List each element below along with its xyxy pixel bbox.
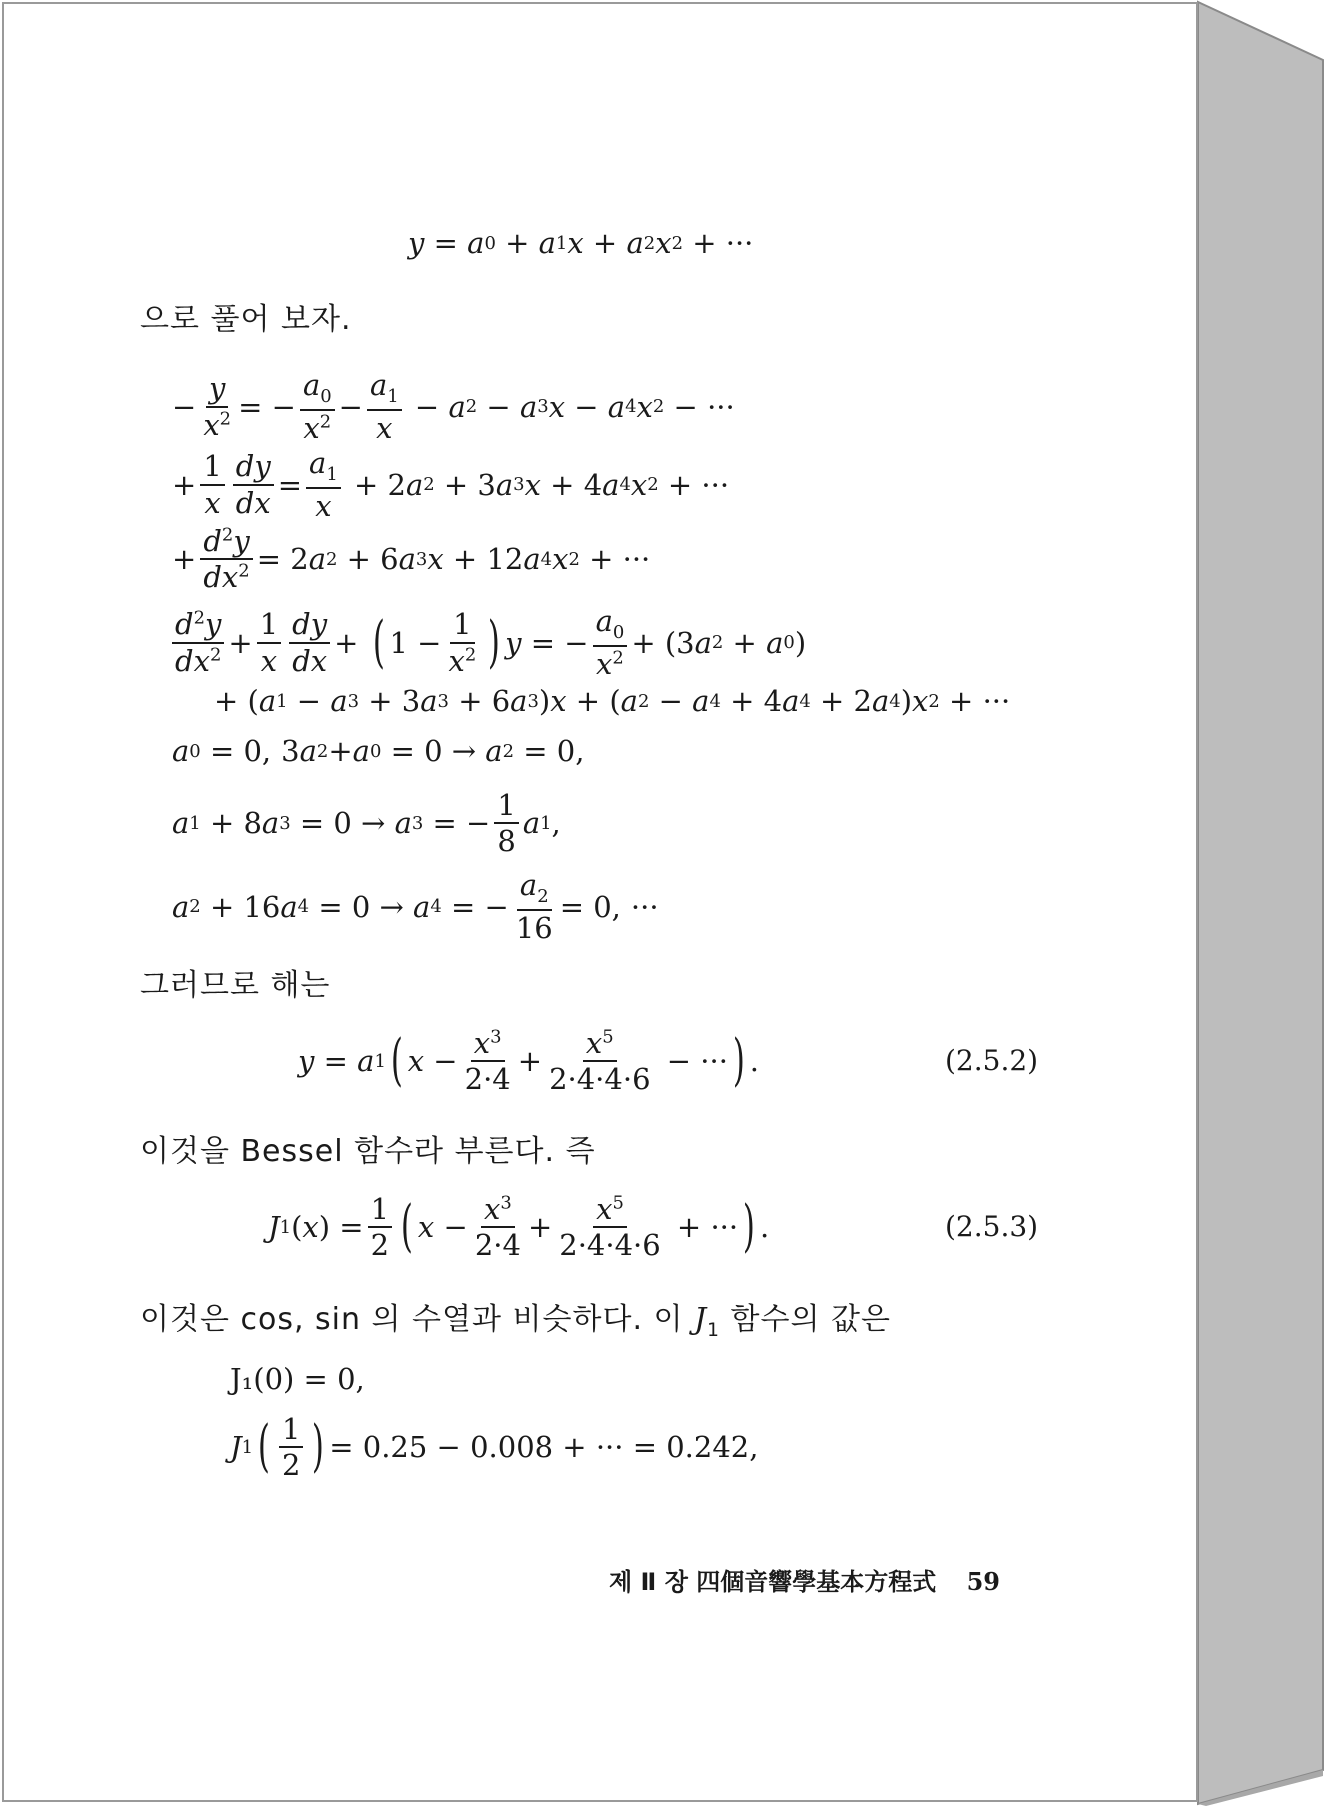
equation-term1: − $\frac{y}{x^2}$ = − $\frac{a_0}{x^2}$ − $\frac{a_1}{x}$ − a 2 − a 3 x − a 4 x 2 − ··· xyxy=(172,368,735,445)
value-j1-zero: J₁(0) = 0, xyxy=(230,1362,365,1396)
text-similar-tail: 함수의 값은 xyxy=(730,1302,891,1337)
text-similar: 이것은 cos, sin 의 수열과 비슷하다. 이 $J_1$ 함수의 값은 xyxy=(140,1302,891,1341)
equation-label-252: (2.5.2) xyxy=(945,1044,1039,1077)
page-number: 59 xyxy=(966,1567,1001,1596)
coefficient-a3: a 1 + 8 a 3 = 0 → a 3 = − $\frac{1}{8}$ a 1 , xyxy=(172,788,561,859)
text-solve: 으로 풀어 보자. xyxy=(140,302,352,337)
text-bessel: 이것을 Bessel 함수라 부른다. 즉 xyxy=(140,1134,596,1169)
equation-sum-cont: + ( a 1 − a 3 + 3 a 3 + 6 a 3 ) x + ( a 2 − a 4 + 4 a 4 + 2 a 4 ) x 2 + ··· xyxy=(214,684,1011,718)
equation-252: y = a 1 ( x − $\frac{x^3}{2\cdot 4}$ + $\frac{x^5}{2\cdot 4\cdot 4\cdot 6}$ − ··· ) . xyxy=(298,1026,759,1097)
footer-chapter: 제 Ⅱ 장 四個音響學基本方程式 xyxy=(609,1568,937,1596)
text-similar-head: 이것은 cos, sin 의 수열과 비슷하다. 이 xyxy=(140,1302,684,1337)
equation-sum: $\frac{d^2y}{dx^2}$ + $\frac{1}{x}$ $\frac{dy}{dx}$ + ( 1 − $\frac{1}{x^2}$ ) y = − $\frac{a_0}{x^2}$ + (3 a 2 + a 0 ) xyxy=(168,606,806,679)
equation-253: J 1 ( x ) = $\frac{1}{2}$ ( x − $\frac{x^3}{2\cdot 4}$ + $\frac{x^5}{2\cdot 4\cdot 4\cdot 6}$ + ··· ) . xyxy=(268,1192,770,1263)
equation-label-253: (2.5.3) xyxy=(945,1210,1039,1243)
equation-term2: + $\frac{1}{x}$ $\frac{dy}{dx}$ = $\frac{a_1}{x}$ + 2 a 2 + 3 a 3 x + 4 a 4 x 2 + ··· xyxy=(172,446,730,523)
text-therefore: 그러므로 해는 xyxy=(140,968,331,1003)
coefficient-a0: a 0 = 0, 3 a 2 + a 0 = 0 → a 2 = 0, xyxy=(172,734,585,768)
equation-term3: + $\frac{d^2y}{dx^2}$ = 2 a 2 + 6 a 3 x + 12 a 4 x 2 + ··· xyxy=(172,524,651,595)
page-footer xyxy=(609,1562,1000,1597)
coefficient-a4: a 2 + 16 a 4 = 0 → a 4 = − $\frac{a_2}{16}$ = 0, ··· xyxy=(172,868,659,945)
value-j1-half: J 1 ( $\frac{1}{2}$ ) = 0.25 − 0.008 + ··· = 0.242, xyxy=(230,1412,759,1483)
value-j1-half-rhs: = 0.25 − 0.008 + ··· = 0.242, xyxy=(329,1430,759,1465)
series-assumption: y = a 0 + a 1 x + a 2 x 2 + ··· xyxy=(408,226,754,260)
